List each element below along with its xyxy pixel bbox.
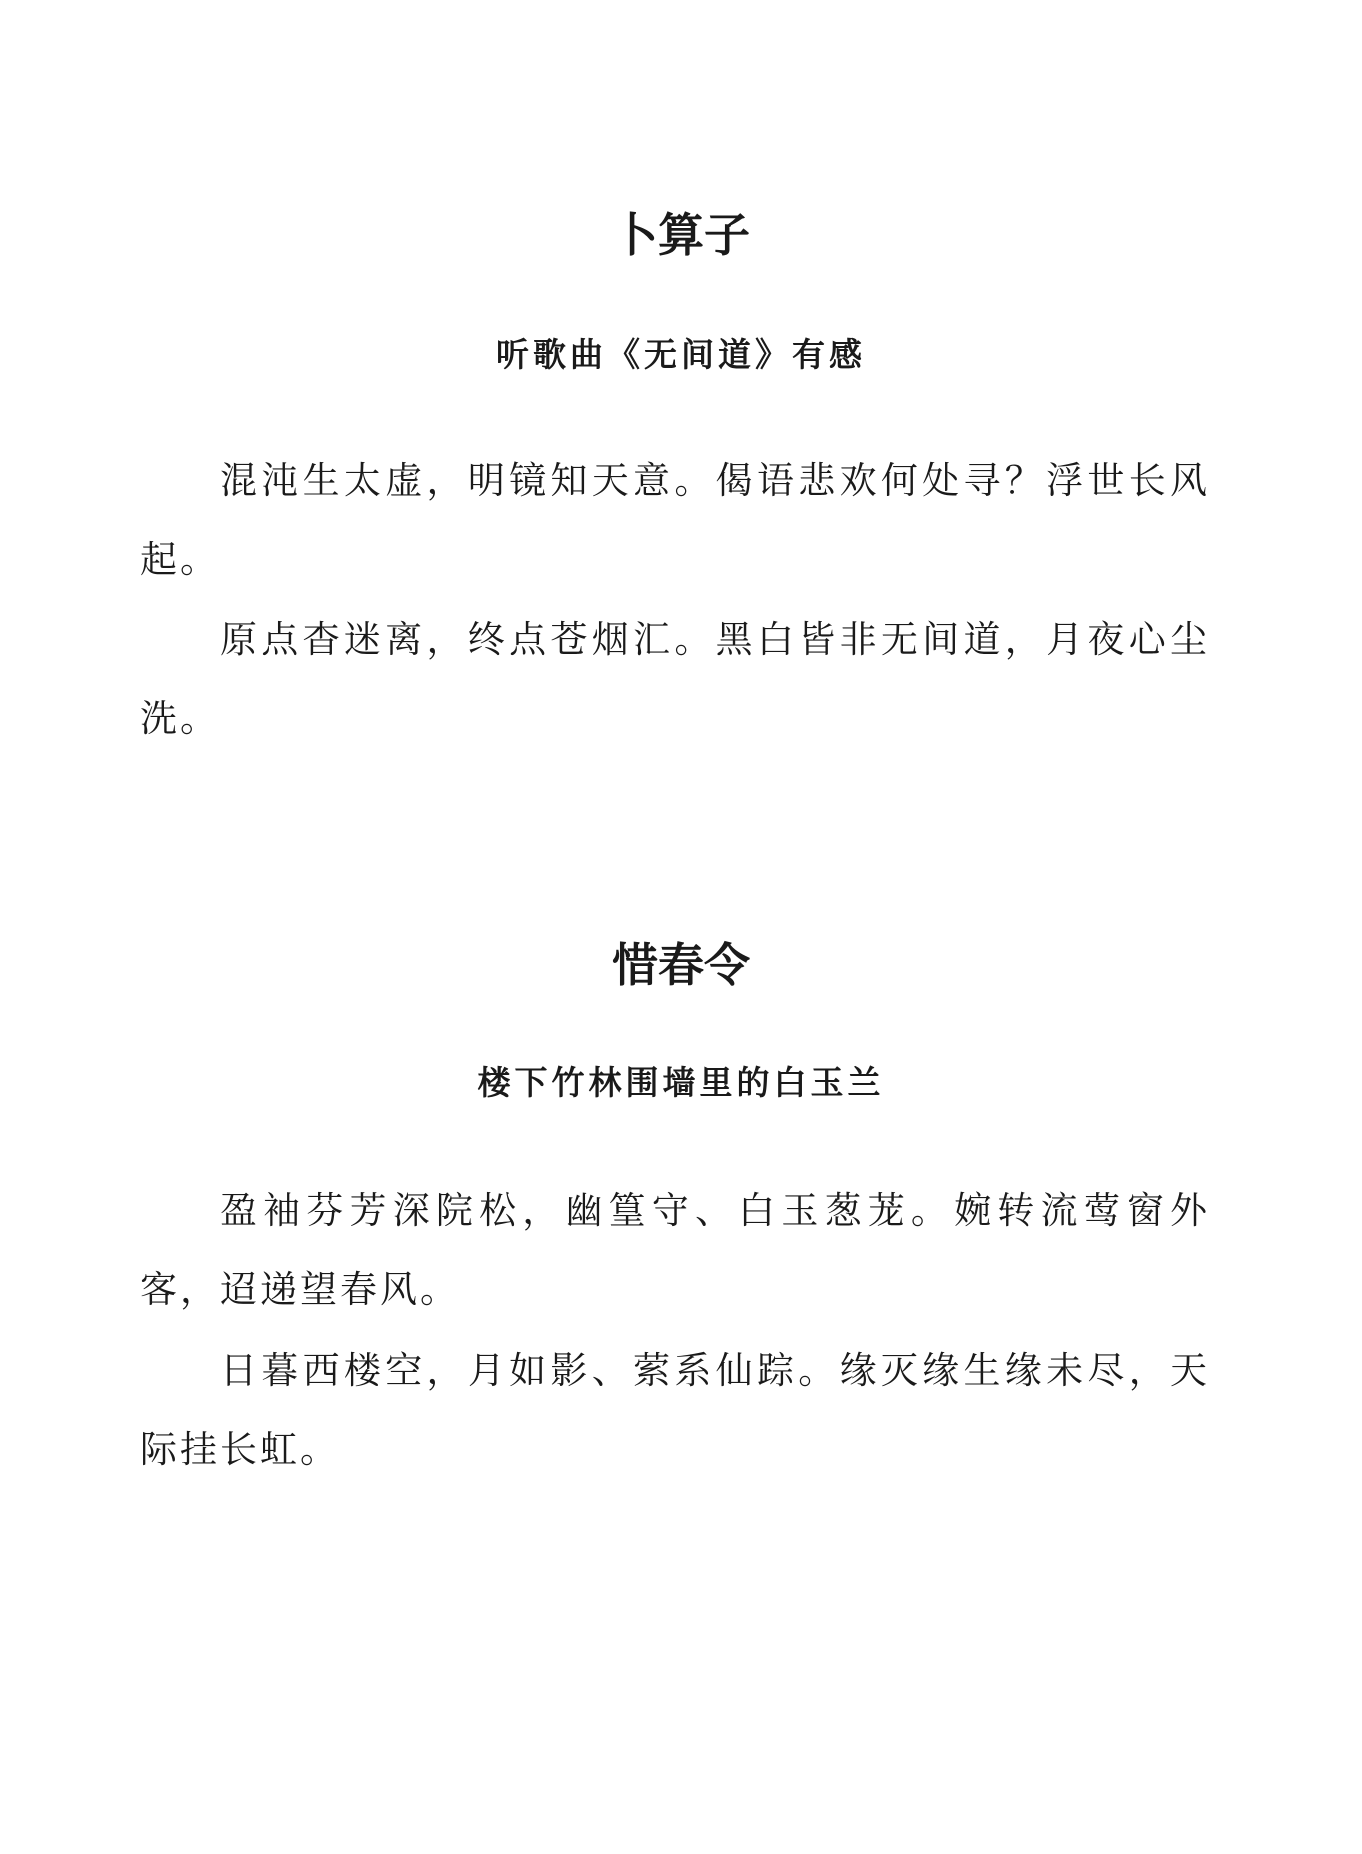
poem-stanza: 日暮西楼空，月如影、萦系仙踪。缘灭缘生缘未尽，天际挂长虹。	[140, 1349, 1210, 1471]
poem-subtitle: 楼下竹林围墙里的白玉兰	[477, 1063, 885, 1102]
poem-stanza: 原点杳迷离，终点苍烟汇。黑白皆非无间道，月夜心尘洗。	[140, 618, 1210, 740]
poem-subtitle: 听歌曲《无间道》有感	[496, 335, 866, 374]
poem-stanza: 盈袖芬芳深院松，幽篁守、白玉葱茏。婉转流莺窗外客，迢递望春风。	[140, 1189, 1210, 1311]
poem-stanza: 混沌生太虚，明镜知天意。偈语悲欢何处寻？浮世长风起。	[140, 459, 1210, 581]
poem-title: 卜算子	[612, 208, 750, 262]
poem-title: 惜春令	[612, 938, 750, 992]
